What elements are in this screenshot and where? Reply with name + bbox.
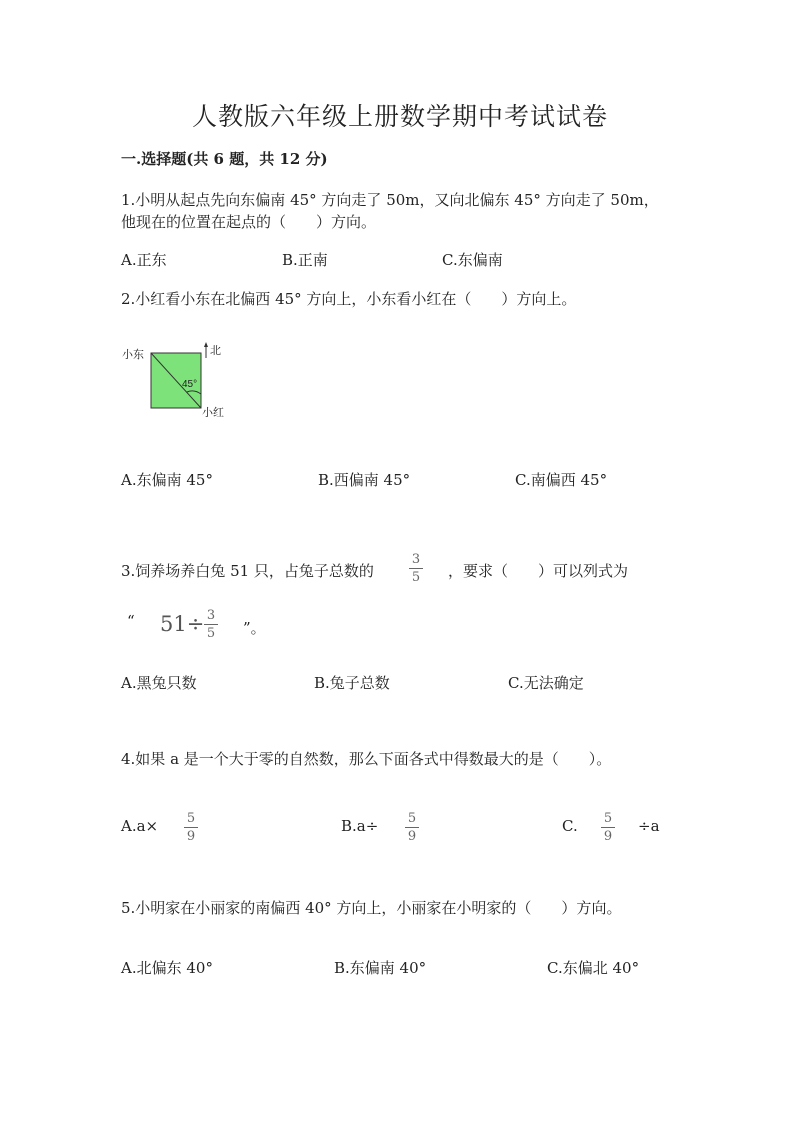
fraction-bar — [409, 568, 423, 569]
expression-integer: 51÷ — [160, 612, 205, 636]
fraction-denominator: 5 — [206, 626, 216, 641]
q4-option-b-fraction — [405, 811, 419, 844]
fraction-bar — [204, 624, 218, 625]
q3-fraction — [409, 552, 423, 585]
expression-fraction — [204, 608, 218, 641]
fraction-denominator: 9 — [603, 829, 613, 844]
question-3-stem-a: 3.饲养场养白兔 51 只，占兔子总数的 — [121, 562, 374, 580]
question-1-line-1: 1.小明从起点先向东偏南 45° 方向走了 50m，又向北偏东 45° 方向走了 50m， — [121, 191, 659, 209]
page-title: 人教版六年级上册数学期中考试试卷 — [191, 102, 608, 131]
question-2-stem: 2.小红看小东在北偏西 45° 方向上，小东看小红在（ ）方向上。 — [121, 290, 577, 308]
fraction-bar — [405, 827, 419, 828]
question-1-line-2: 他现在的位置在起点的（ ）方向。 — [121, 213, 377, 231]
fraction-numerator: 5 — [186, 811, 196, 826]
section-heading: 一.选择题(共 6 题，共 12 分) — [121, 150, 328, 168]
q5-option-a: A.北偏东 40° — [121, 959, 213, 977]
q2-option-b: B.西偏南 45° — [318, 471, 411, 489]
direction-diagram — [118, 340, 238, 420]
q1-option-a: A.正东 — [121, 251, 167, 269]
q4-option-c-fraction — [601, 811, 615, 844]
label-north: 北 — [210, 345, 221, 357]
q2-option-a: A.东偏南 45° — [121, 471, 213, 489]
q3-option-a: A.黑兔只数 — [121, 674, 197, 692]
north-arrow-head — [204, 342, 208, 347]
label-xiaohong: 小红 — [202, 407, 224, 419]
fraction-numerator: 5 — [603, 811, 613, 826]
q4-option-a: A.a× — [121, 817, 159, 835]
q1-option-b: B.正南 — [282, 251, 328, 269]
fraction-bar — [184, 827, 198, 828]
question-5-stem: 5.小明家在小丽家的南偏西 40° 方向上，小丽家在小明家的（ ）方向。 — [121, 899, 622, 917]
q2-option-c: C.南偏西 45° — [515, 471, 608, 489]
fraction-numerator: 3 — [411, 552, 421, 567]
fraction-numerator: 5 — [407, 811, 417, 826]
fraction-denominator: 9 — [407, 829, 417, 844]
q5-option-b: B.东偏南 40° — [334, 959, 427, 977]
quote-open: “ — [127, 612, 135, 630]
q5-option-c: C.东偏北 40° — [547, 959, 640, 977]
quote-close: ”。 — [243, 619, 266, 637]
q1-option-c: C.东偏南 — [442, 251, 503, 269]
fraction-denominator: 9 — [186, 829, 196, 844]
q3-option-b: B.兔子总数 — [314, 674, 390, 692]
q3-option-c: C.无法确定 — [508, 674, 584, 692]
fraction-denominator: 5 — [411, 570, 421, 585]
q4-option-c-tail: ÷a — [638, 817, 660, 835]
label-xiaodong: 小东 — [122, 349, 144, 361]
q4-option-a-fraction — [184, 811, 198, 844]
q4-option-b: B.a÷ — [341, 817, 379, 835]
question-3-stem-b: ，要求（ ）可以列式为 — [448, 562, 629, 580]
q4-option-c: C. — [562, 817, 578, 835]
fraction-numerator: 3 — [206, 608, 216, 623]
question-4-stem: 4.如果 a 是一个大于零的自然数，那么下面各式中得数最大的是（ ）。 — [121, 750, 612, 768]
label-angle: 45° — [182, 379, 198, 390]
fraction-bar — [601, 827, 615, 828]
